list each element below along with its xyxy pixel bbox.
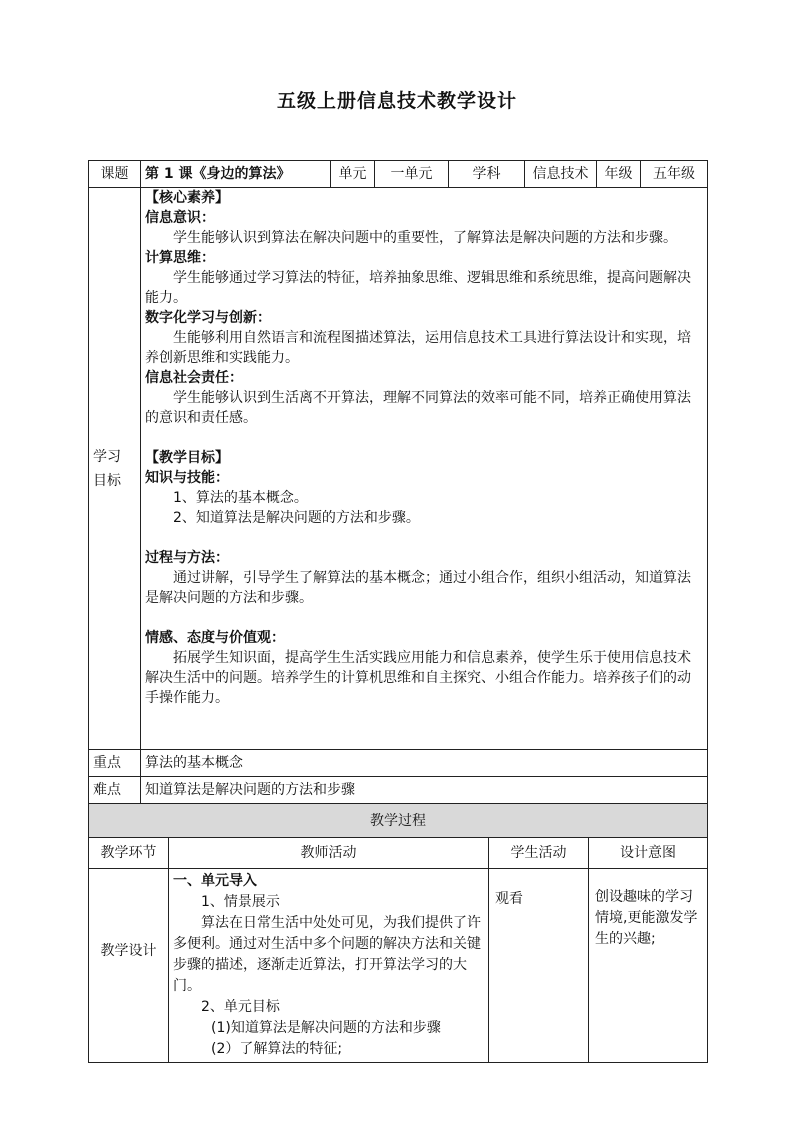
process-text: 通过讲解，引导学生了解算法的基本概念；通过小组合作，组织小组活动，知道算法是解决问题的方法和步骤。 <box>145 570 691 606</box>
info-awareness-title: 信息意识： <box>145 210 215 226</box>
core-literacy-heading: 【核心素养】 <box>145 190 229 206</box>
unit-goal-2: (2）了解算法的特征; <box>211 1041 343 1057</box>
emotion-title: 情感、态度与价值观： <box>145 630 285 646</box>
computational-text: 学生能够通过学习算法的特征，培养抽象思维、逻辑思维和系统思维，提高问题解决能力。 <box>145 270 691 306</box>
process-title: 过程与方法： <box>145 550 229 566</box>
digital-text: 生能够利用自然语言和流程图描述算法，运用信息技术工具进行算法设计和实现，培养创新思维和实践能力。 <box>145 330 691 366</box>
topic-label: 课题 <box>89 161 141 188</box>
col-intent-header: 设计意图 <box>589 838 708 869</box>
difficulty-text: 知道算法是解决问题的方法和步骤 <box>141 777 708 804</box>
grade-value: 五年级 <box>641 161 708 188</box>
computational-title: 计算思维： <box>145 250 215 266</box>
design-intent-cell: 创设趣味的学习情境,更能激发学生的兴趣; <box>589 869 708 1063</box>
goals-row-label <box>89 188 141 750</box>
teaching-goals-heading: 【教学目标】 <box>145 450 229 466</box>
step1-text: 算法在日常生活中处处可见，为我们提供了许多便利。通过对生活中多个问题的解决方法和关键步骤的描述，逐渐走近算法，打开算法学习的大门。 <box>173 915 481 994</box>
knowledge-title: 知识与技能： <box>145 470 229 486</box>
emotion-text: 拓展学生知识面，提高学生生活实践应用能力和信息素养，使学生乐于使用信息技术解决生活中的问题。培养学生的计算机思维和自主探究、小组合作能力。培养孩子们的动手操作能力。 <box>145 650 691 706</box>
col-stage-header: 教学环节 <box>89 838 169 869</box>
topic-value: 第 1 课《身边的算法》 <box>141 161 331 188</box>
student-activity-cell: 观看 <box>489 869 589 1063</box>
unit-goal-1: (1)知道算法是解决问题的方法和步骤 <box>211 1020 441 1036</box>
step1-sub1: 1、情景展示 <box>201 894 280 910</box>
goals-content <box>141 188 708 750</box>
digital-title: 数字化学习与创新： <box>145 310 271 326</box>
teacher-activity-cell <box>169 869 489 1063</box>
stage-cell: 教学设计 <box>89 869 169 1063</box>
goals-label-text: 学习目标 <box>93 448 121 489</box>
grade-label: 年级 <box>597 161 641 188</box>
unit-value: 一单元 <box>375 161 449 188</box>
social-text: 学生能够认识到生活离不开算法，理解不同算法的效率可能不同，培养正确使用算法的意识和责任感。 <box>145 390 691 426</box>
unit-label: 单元 <box>331 161 375 188</box>
step1-sub2: 2、单元目标 <box>201 999 280 1015</box>
key-point-label: 重点 <box>89 750 141 777</box>
subject-value: 信息技术 <box>525 161 597 188</box>
key-point-text: 算法的基本概念 <box>141 750 708 777</box>
teaching-process-table <box>88 803 708 1063</box>
difficulty-label: 难点 <box>89 777 141 804</box>
knowledge-item-2: 2、知道算法是解决问题的方法和步骤。 <box>173 510 420 526</box>
lesson-info-table <box>88 160 708 804</box>
social-title: 信息社会责任： <box>145 370 243 386</box>
col-student-header: 学生活动 <box>489 838 589 869</box>
col-teacher-header: 教师活动 <box>169 838 489 869</box>
info-awareness-text: 学生能够认识到算法在解决问题中的重要性，了解算法是解决问题的方法和步骤。 <box>173 230 677 246</box>
knowledge-item-1: 1、算法的基本概念。 <box>173 490 308 506</box>
step1-title: 一、单元导入 <box>173 873 257 889</box>
subject-label: 学科 <box>449 161 525 188</box>
process-section-title: 教学过程 <box>89 804 708 838</box>
page-title: 五级上册信息技术教学设计 <box>276 90 517 112</box>
